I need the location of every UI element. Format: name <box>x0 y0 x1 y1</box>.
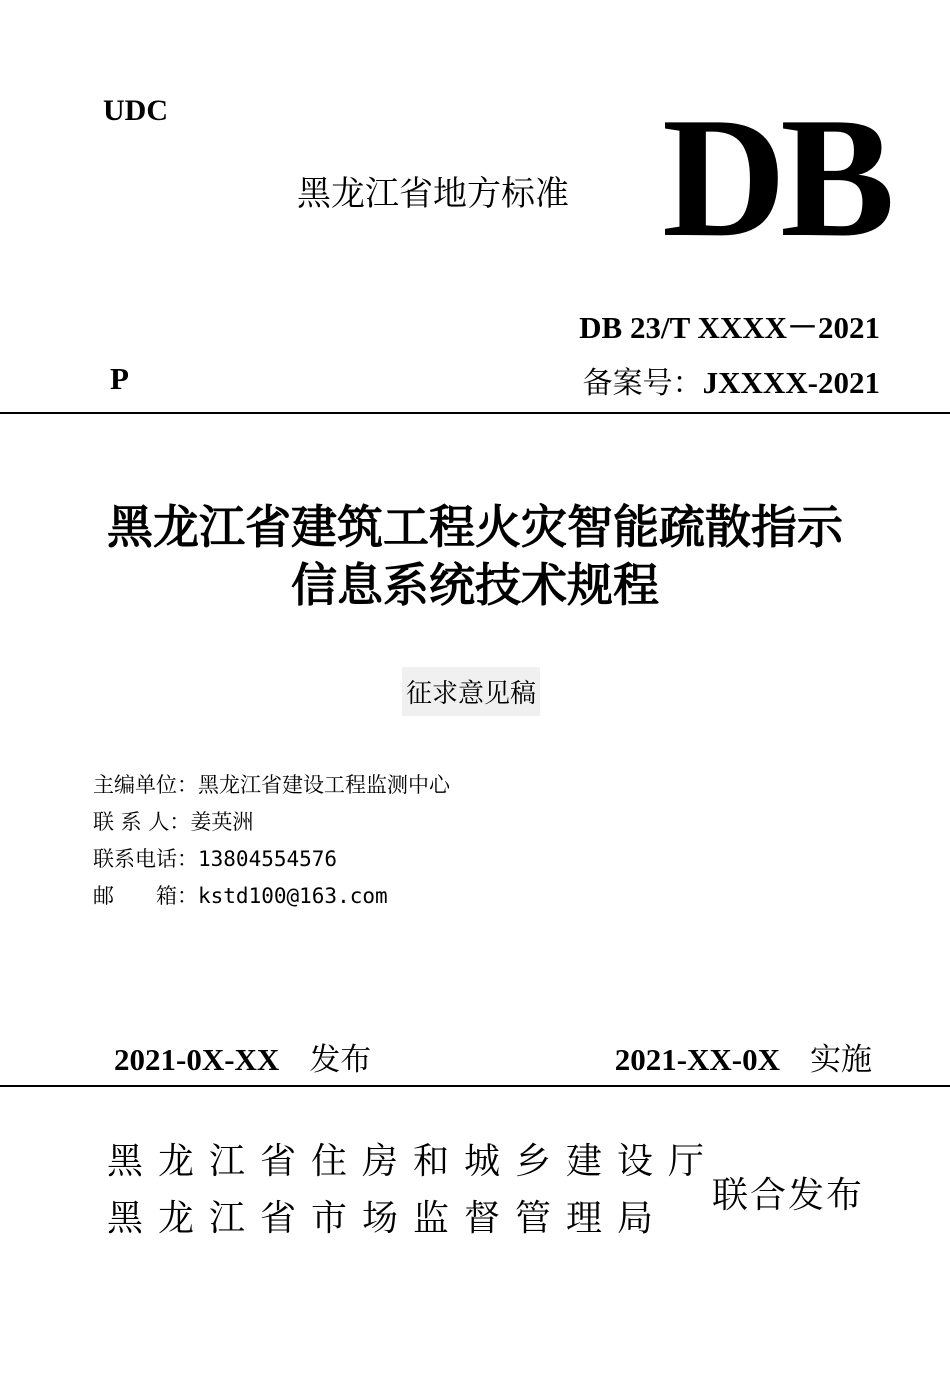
udc-label: UDC <box>103 94 168 127</box>
contact-row <box>93 804 450 841</box>
contact-info <box>93 767 450 915</box>
phone-value: 13804554576 <box>198 847 338 871</box>
publish-label: 发布 <box>309 1042 372 1078</box>
publish-date-value: 2021-0X-XX <box>114 1042 280 1077</box>
editor-value: 黑龙江省建设工程监测中心 <box>198 773 450 797</box>
email-value: kstd100@163.com <box>198 884 388 908</box>
implement-date-value: 2021-XX-0X <box>614 1042 780 1077</box>
draft-status-badge: 征求意见稿 <box>402 667 540 716</box>
editor-row <box>93 767 450 804</box>
email-label: 邮 箱： <box>93 884 198 908</box>
issuer-1: 黑龙江省住房和城乡建设厅 <box>107 1141 720 1182</box>
editor-label: 主编单位： <box>93 773 198 797</box>
contact-value: 姜英洲 <box>190 810 254 834</box>
standard-type: 黑龙江省地方标准 <box>297 174 569 214</box>
record-value: JXXXX-2021 <box>702 365 880 400</box>
record-number <box>583 358 880 402</box>
publish-date <box>114 1034 371 1079</box>
email-row <box>93 878 450 915</box>
top-divider <box>0 412 950 414</box>
document-title <box>0 498 950 614</box>
joint-release-label: 联合发布 <box>712 1175 865 1216</box>
phone-label: 联系电话： <box>93 847 198 871</box>
phone-row <box>93 841 450 878</box>
issuing-authorities <box>107 1133 719 1247</box>
issuer-2: 黑龙江省市场监督管理局 <box>107 1198 669 1239</box>
category-code: P <box>110 361 129 396</box>
implement-date <box>615 1034 872 1079</box>
db-logo: DB <box>662 83 889 273</box>
contact-label: 联 系 人： <box>93 810 191 834</box>
implement-label: 实施 <box>810 1042 872 1078</box>
title-line-2: 信息系统技术规程 <box>291 558 659 612</box>
bottom-divider <box>0 1085 950 1087</box>
record-label: 备案号： <box>582 366 703 401</box>
title-line-1: 黑龙江省建筑工程火灾智能疏散指示 <box>107 500 843 554</box>
standard-number: DB 23/T XXXX－2021 <box>579 310 880 345</box>
